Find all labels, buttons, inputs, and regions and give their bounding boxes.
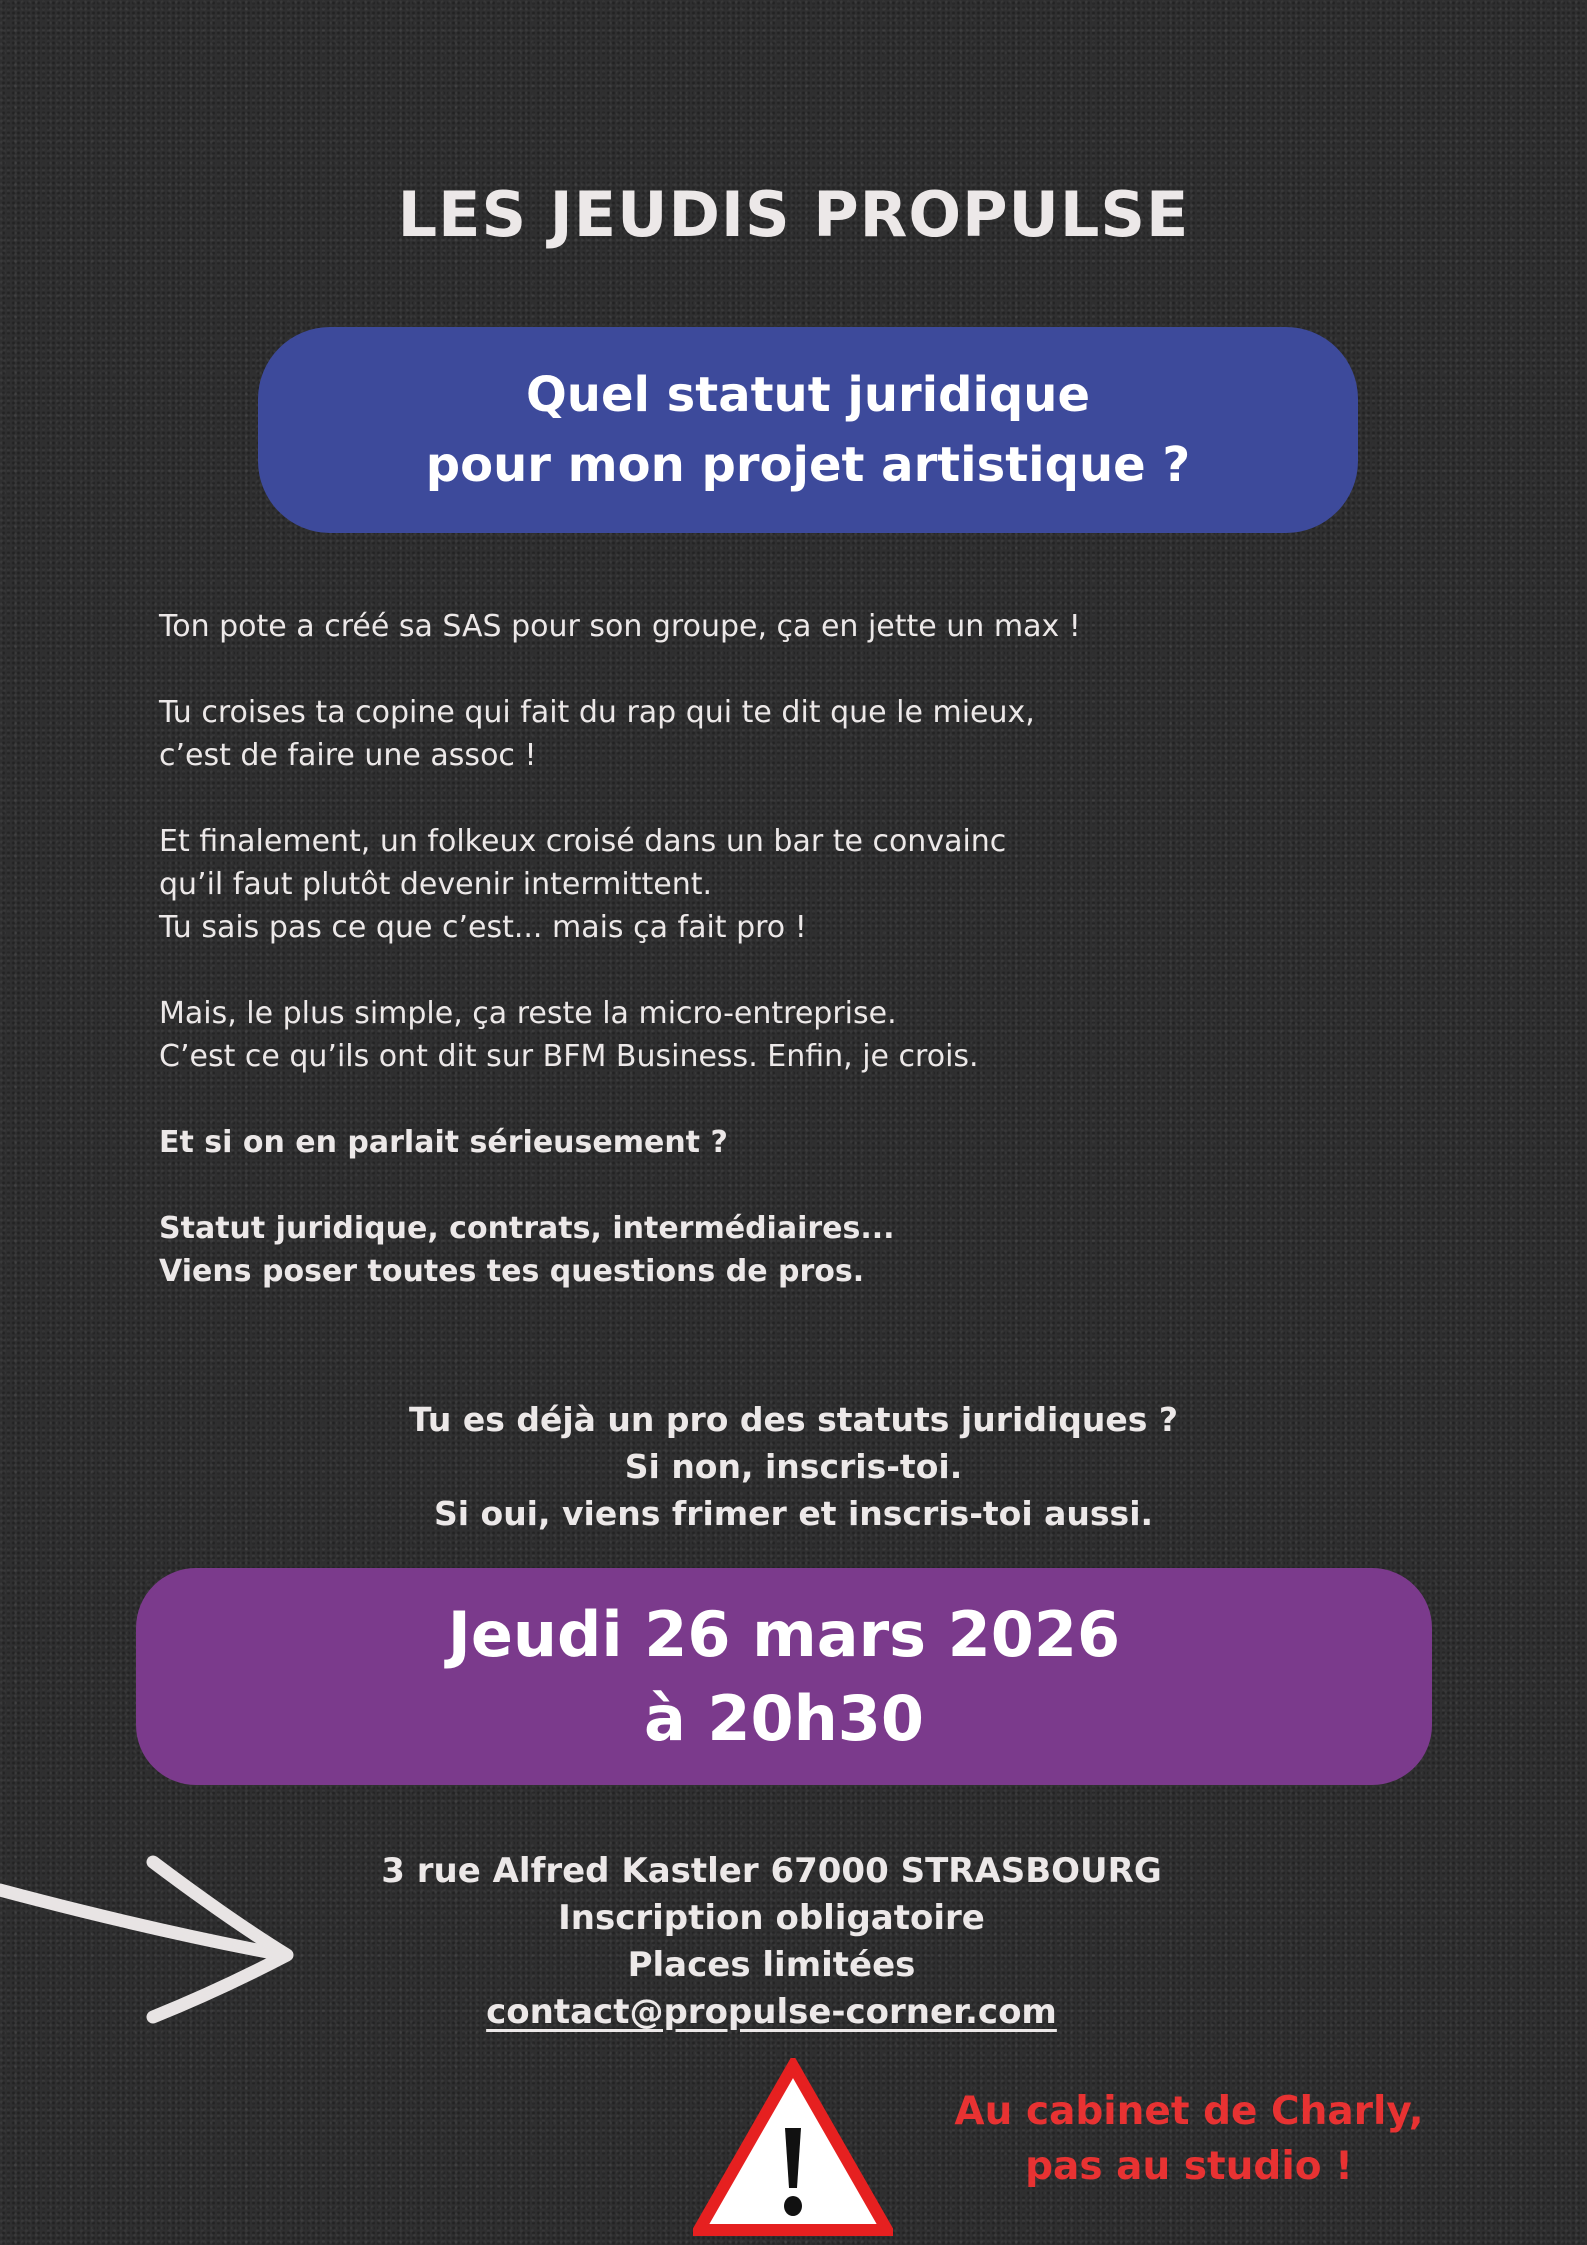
headline-line-2: pour mon projet artistique ? bbox=[425, 437, 1191, 493]
text-line: Tu sais pas ce que c’est... mais ça fait pro ! bbox=[159, 910, 807, 945]
warning-triangle-icon bbox=[693, 2058, 893, 2238]
paragraph-4 bbox=[159, 992, 1409, 1078]
date-banner bbox=[136, 1568, 1432, 1785]
date-line: Jeudi 26 mars 2026 bbox=[447, 1597, 1121, 1671]
registration-note: Inscription obligatoire bbox=[558, 1898, 985, 1938]
address: 3 rue Alfred Kastler 67000 STRASBOURG bbox=[381, 1851, 1162, 1891]
cta-line-1: Tu es déjà un pro des statuts juridiques ? bbox=[408, 1400, 1179, 1439]
contact-email-link[interactable]: contact@propulse-corner.com bbox=[486, 1992, 1057, 2032]
text-line: Viens poser toutes tes questions de pros. bbox=[159, 1254, 865, 1289]
cta-line-2: Si non, inscris-toi. bbox=[624, 1447, 963, 1486]
text-line: Tu croises ta copine qui fait du rap qui te dit que le mieux, bbox=[159, 695, 1035, 730]
places-note: Places limitées bbox=[627, 1945, 916, 1985]
headline-banner bbox=[258, 327, 1358, 533]
text-line: c’est de faire une assoc ! bbox=[159, 738, 537, 773]
warning-line-1: Au cabinet de Charly, bbox=[954, 2089, 1424, 2134]
paragraph-5 bbox=[159, 1121, 1409, 1164]
paragraph-1 bbox=[159, 605, 1409, 648]
paragraph-6 bbox=[159, 1207, 1409, 1293]
cta-line-3: Si oui, viens frimer et inscris-toi aussi. bbox=[433, 1494, 1154, 1533]
warning-line-2: pas au studio ! bbox=[1025, 2144, 1353, 2189]
text-line: qu’il faut plutôt devenir intermittent. bbox=[159, 867, 713, 902]
event-series-title: LES JEUDIS PROPULSE bbox=[397, 178, 1190, 251]
text-line: Et finalement, un folkeux croisé dans un bar te convainc bbox=[159, 824, 1007, 859]
paragraph-3 bbox=[159, 820, 1409, 949]
text-line: C’est ce qu’ils ont dit sur BFM Business. Enfin, je crois. bbox=[159, 1039, 979, 1074]
location-warning bbox=[889, 2084, 1489, 2194]
call-to-action bbox=[0, 1396, 1587, 1537]
text-line: Ton pote a créé sa SAS pour son groupe, ça en jette un max ! bbox=[159, 609, 1081, 644]
text-line: Mais, le plus simple, ça reste la micro-entreprise. bbox=[159, 996, 897, 1031]
event-info bbox=[0, 1848, 1543, 2036]
paragraph-2 bbox=[159, 691, 1409, 777]
body-text bbox=[159, 605, 1409, 1336]
time-line: à 20h30 bbox=[643, 1681, 925, 1755]
headline-line-1: Quel statut juridique bbox=[525, 367, 1091, 423]
text-line: Statut juridique, contrats, intermédiaires... bbox=[159, 1211, 895, 1246]
text-line: Et si on en parlait sérieusement ? bbox=[159, 1125, 728, 1160]
